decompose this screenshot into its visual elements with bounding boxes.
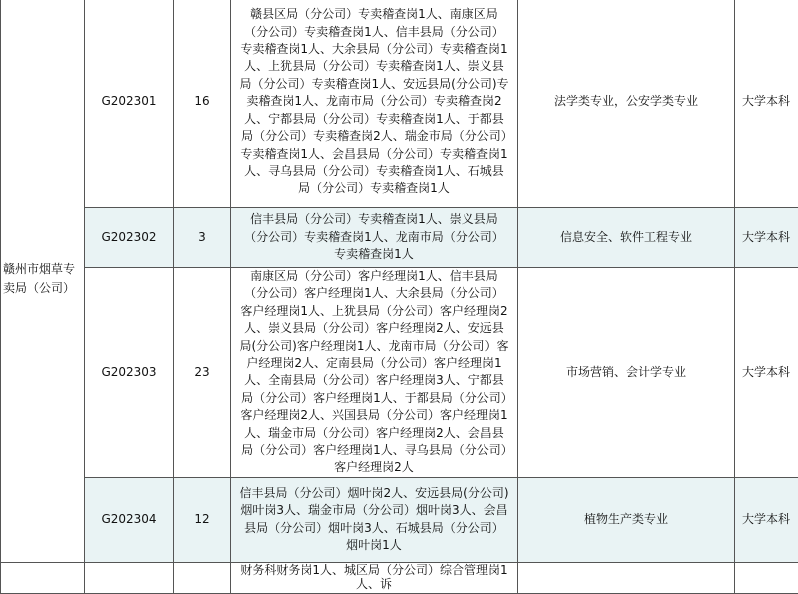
headcount-cell: 16	[174, 0, 231, 208]
position-code-cell: G202302	[85, 208, 174, 268]
major-cell: 信息安全、软件工程专业	[518, 208, 735, 268]
education-cell: 大学本科	[735, 477, 798, 562]
distribution-cell: 南康区局（分公司）客户经理岗1人、信丰县局（分公司）客户经理岗1人、大余县局（分公司）客户经理岗1人、上犹县局（分公司）客户经理岗2人、崇义县局（分公司）客户经理岗2人、安远县局(分公司)客户经理岗1人、龙南市局（分公司）客户经理岗2人、定南县局（分公司）客户经理岗1人、全南县局（分公司）客户经理岗3人、宁都县局（分公司）客户经理岗1人、于都县局（分公司）客户经理岗2人、兴国县局（分公司）客户经理岗1人、瑞金市局（分公司）客户经理岗2人、会昌县局（分公司）客户经理岗1人、寻乌县局（分公司）客户经理岗2人	[231, 268, 518, 478]
education-cell: 大学本科	[735, 268, 798, 478]
education-cell: 大学本科	[735, 208, 798, 268]
major-cell	[518, 562, 735, 593]
table-row	[1, 208, 798, 268]
table-row	[1, 268, 798, 478]
distribution-cell: 财务科财务岗1人、城区局（分公司）综合管理岗1人、诉	[231, 562, 518, 593]
table-row	[1, 0, 798, 208]
table-row	[1, 562, 798, 593]
recruiting-unit-cell	[1, 562, 85, 593]
headcount-cell	[174, 562, 231, 593]
position-code-cell: G202301	[85, 0, 174, 208]
position-code-cell: G202303	[85, 268, 174, 478]
education-cell	[735, 562, 798, 593]
major-cell: 法学类专业，公安学类专业	[518, 0, 735, 208]
major-cell: 植物生产类专业	[518, 477, 735, 562]
distribution-cell: 信丰县局（分公司）烟叶岗2人、安远县局(分公司)烟叶岗3人、瑞金市局（分公司）烟叶岗3人、会昌县局（分公司）烟叶岗3人、石城县局（分公司）烟叶岗1人	[231, 477, 518, 562]
major-cell: 市场营销、会计学专业	[518, 268, 735, 478]
distribution-cell: 信丰县局（分公司）专卖稽查岗1人、崇义县局（分公司）专卖稽查岗1人、龙南市局（分公司）专卖稽查岗1人	[231, 208, 518, 268]
headcount-cell: 3	[174, 208, 231, 268]
position-code-cell: G202304	[85, 477, 174, 562]
recruiting-unit-cell: 赣州市烟草专卖局（公司）	[1, 0, 85, 562]
distribution-cell: 赣县区局（分公司）专卖稽查岗1人、南康区局（分公司）专卖稽查岗1人、信丰县局（分公司）专卖稽查岗1人、大余县局（分公司）专卖稽查岗1人、上犹县局（分公司）专卖稽查岗1人、崇义县局（分公司）专卖稽查岗1人、安远县局(分公司)专卖稽查岗1人、龙南市局（分公司）专卖稽查岗2人、宁都县局（分公司）专卖稽查岗1人、于都县局（分公司）专卖稽查岗2人、瑞金市局（分公司）专卖稽查岗1人、会昌县局（分公司）专卖稽查岗1人、寻乌县局（分公司）专卖稽查岗1人、石城县局（分公司）专卖稽查岗1人	[231, 0, 518, 208]
headcount-cell: 12	[174, 477, 231, 562]
education-cell: 大学本科	[735, 0, 798, 208]
position-code-cell	[85, 562, 174, 593]
headcount-cell: 23	[174, 268, 231, 478]
